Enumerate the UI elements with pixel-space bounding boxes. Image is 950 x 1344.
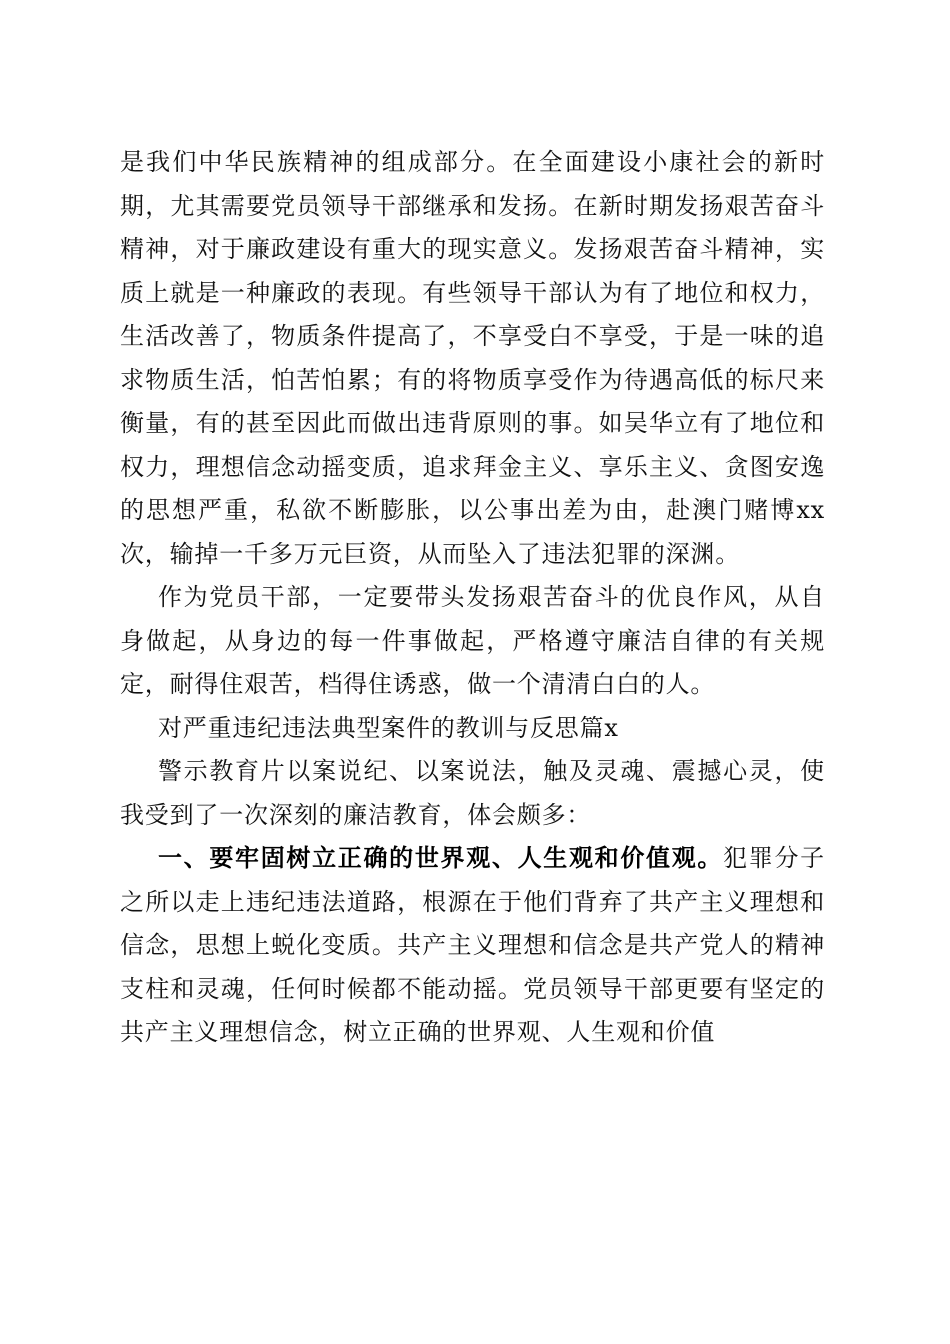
paragraph-heading-worldview: 一、要牢固树立正确的世界观、人生观和价值观。 bbox=[158, 844, 724, 872]
paragraph-warning-education: 警示教育片以案说纪、以案说法，触及灵魂、震撼心灵，使我受到了一次深刻的廉洁教育，体会颇多： bbox=[120, 757, 825, 829]
paragraph-body-worldview: 犯罪分子之所以走上违纪违法道路，根源在于他们背弃了共产主义理想和信念，思想上蜕化变质。共产主义理想和信念是共产党人的精神支柱和灵魂，任何时候都不能动摇。党员领导干部更要有坚定的共产主义理想信念，树立正确的世界观、人生观和价值 bbox=[120, 844, 825, 1046]
paragraph-party-member-duty: 作为党员干部，一定要带头发扬艰苦奋斗的优良作风，从自身做起，从身边的每一件事做起，严格遵守廉洁自律的有关规定，耐得住艰苦，档得住诱惑，做一个清清白白的人。 bbox=[120, 583, 825, 698]
paragraph-worldview bbox=[120, 837, 825, 1055]
document-body bbox=[120, 141, 825, 1055]
section-title: 对严重违纪违法典型案件的教训与反思篇x bbox=[158, 713, 619, 742]
paragraph-hardship-spirit: 是我们中华民族精神的组成部分。在全面建设小康社会的新时期，尤其需要党员领导干部继承和发扬。在新时期发扬艰苦奋斗精神，对于廉政建设有重大的现实意义。发扬艰苦奋斗精神，实质上就是一种廉政的表现。有些领导干部认为有了地位和权力，生活改善了，物质条件提高了，不享受白不享受，于是一味的追求物质生活，怕苦怕累；有的将物质享受作为待遇高低的标尺来衡量，有的甚至因此而做出违背原则的事。如吴华立有了地位和权力，理想信念动摇变质，追求拜金主义、享乐主义、贪图安逸的思想严重，私欲不断膨胀，以公事出差为由，赴澳门赌博xx次，输掉一千多万元巨资，从而坠入了违法犯罪的深渊。 bbox=[120, 148, 825, 568]
